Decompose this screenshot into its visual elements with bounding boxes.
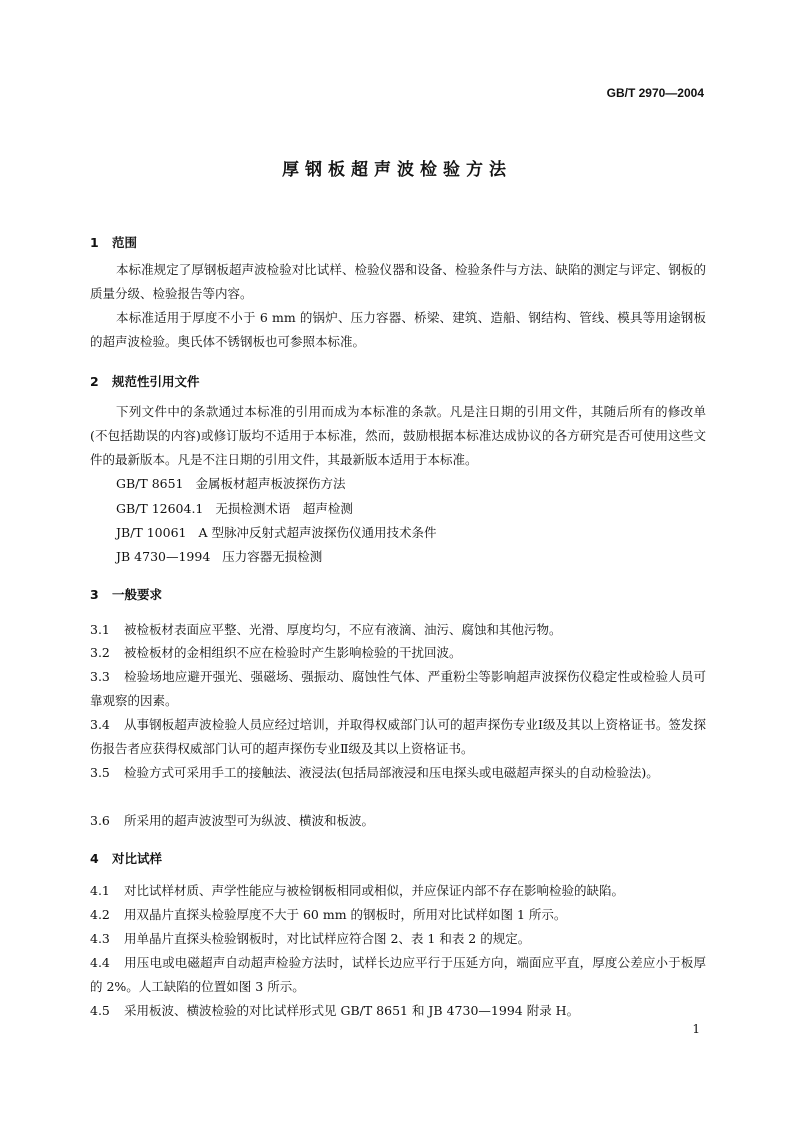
section-2-para-1: 下列文件中的条款通过本标准的引用而成为本标准的条款。凡是注日期的引用文件，其随后所有的修改单(不包括勘误的内容)或修订版均不适用于本标准，然而，鼓励根据本标准达成协议的各方研究是否可使用这些文件的最新版本。凡是不注日期的引用文件，其最新版本适用于本标准。: [90, 404, 706, 467]
clause-text: 检验场地应避开强光、强磁场、强振动、腐蚀性气体、严重粉尘等影响超声波探伤仪稳定性或检验人员可靠观察的因素。: [90, 669, 706, 708]
page-number: 1: [692, 1022, 700, 1036]
clause-text: 检验方式可采用手工的接触法、液浸法(包括局部液浸和压电探头或电磁超声探头的自动检验法)。: [124, 765, 659, 780]
reference-name: 压力容器无损检测: [222, 549, 323, 564]
clause-3-6: [90, 809, 706, 833]
clause-text: 对比试样材质、声学性能应与被检钢板相同或相似，并应保证内部不存在影响检验的缺陷。: [124, 883, 625, 898]
standard-code: GB/T 2970—2004: [606, 86, 704, 100]
clause-number: 3.3: [90, 669, 110, 684]
clause-3-5: [90, 761, 706, 785]
clause-number: 3.6: [90, 813, 110, 828]
section-title: 规范性引用文件: [112, 374, 200, 389]
section-title: 对比试样: [112, 851, 163, 866]
reference-item: [116, 545, 322, 569]
section-title: 一般要求: [112, 587, 163, 602]
clause-text: 用双晶片直探头检验厚度不大于 60 mm 的钢板时，所用对比试样如图 1 所示。: [124, 907, 567, 922]
clause-text: 所采用的超声波波型可为纵波、横波和板波。: [124, 813, 375, 828]
clause-4-2: [90, 903, 706, 927]
clause-4-5: [90, 999, 706, 1023]
section-1-heading: [90, 233, 137, 251]
clause-3-3: [90, 665, 706, 713]
clause-4-4: [90, 951, 706, 999]
reference-item: [116, 472, 346, 496]
clause-3-1: [90, 618, 706, 642]
document-title: 厚钢板超声波检验方法: [282, 160, 512, 180]
reference-item: [116, 521, 437, 545]
section-1-para-2: 本标准适用于厚度不小于 6 mm 的锅炉、压力容器、桥梁、建筑、造船、钢结构、管线、模具等用途钢板的超声波检验。奥氏体不锈钢板也可参照本标准。: [90, 310, 706, 349]
clause-number: 3.1: [90, 622, 110, 637]
section-3-heading: [90, 585, 162, 603]
reference-name: 无损检测术语 超声检测: [215, 501, 353, 516]
clause-number: 3.4: [90, 717, 110, 732]
clause-number: 4.2: [90, 907, 110, 922]
clause-4-3: [90, 927, 706, 951]
clause-text: 用单晶片直探头检验钢板时，对比试样应符合图 2、表 1 和表 2 的规定。: [124, 931, 531, 946]
clause-text: 采用板波、横波检验的对比试样形式见 GB/T 8651 和 JB 4730—1994 附录 H。: [124, 1003, 580, 1018]
clause-text: 被检板材表面应平整、光滑、厚度均匀，不应有液滴、油污、腐蚀和其他污物。: [124, 622, 562, 637]
section-number: 2: [90, 374, 99, 389]
reference-code: JB/T 10061: [116, 525, 187, 540]
clause-number: 4.4: [90, 955, 110, 970]
section-number: 3: [90, 587, 99, 602]
reference-code: JB 4730—1994: [116, 549, 211, 564]
clause-text: 从事钢板超声波检验人员应经过培训，并取得权威部门认可的超声探伤专业Ⅰ级及其以上资格证书。签发探伤报告者应获得权威部门认可的超声探伤专业Ⅱ级及其以上资格证书。: [90, 717, 706, 756]
clause-3-4: [90, 713, 706, 761]
section-title: 范围: [112, 235, 138, 250]
reference-code: GB/T 12604.1: [116, 501, 204, 516]
clause-number: 4.3: [90, 931, 110, 946]
section-4-heading: [90, 849, 162, 867]
clause-number: 4.1: [90, 883, 110, 898]
clause-number: 3.5: [90, 765, 110, 780]
section-1-para-1: 本标准规定了厚钢板超声波检验对比试样、检验仪器和设备、检验条件与方法、缺陷的测定与评定、钢板的质量分级、检验报告等内容。: [90, 262, 706, 301]
clause-4-1: [90, 879, 706, 903]
section-number: 1: [90, 235, 99, 250]
clause-text: 被检板材的金相组织不应在检验时产生影响检验的干扰回波。: [124, 645, 462, 660]
reference-name: 金属板材超声板波探伤方法: [195, 476, 346, 491]
clause-number: 3.2: [90, 645, 110, 660]
reference-name: A 型脉冲反射式超声波探伤仪通用技术条件: [198, 525, 437, 540]
reference-code: GB/T 8651: [116, 476, 184, 491]
clause-text: 用压电或电磁超声自动超声检验方法时，试样长边应平行于压延方向，端面应平直，厚度公差应小于板厚的 2%。人工缺陷的位置如图 3 所示。: [90, 955, 706, 994]
clause-3-2: [90, 641, 706, 665]
reference-item: [116, 497, 353, 521]
section-number: 4: [90, 851, 99, 866]
section-2-heading: [90, 372, 200, 390]
clause-number: 4.5: [90, 1003, 110, 1018]
